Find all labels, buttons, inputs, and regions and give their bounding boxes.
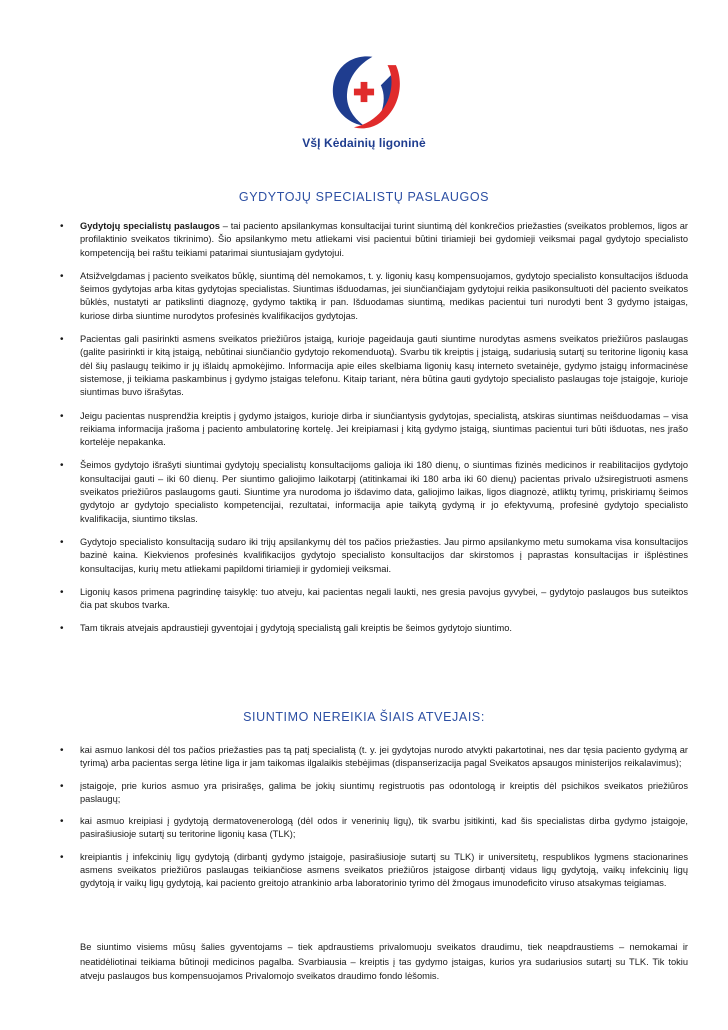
item-text: Gydytojo specialisto konsultaciją sudaro iki trijų apsilankymų dėl tos pačios priežasties. Jau pirmo apsilankymo metu sumokama visa konsultacijos bazinė kaina. Kiekvienos profesinės kvalifikacijos gydytojo specialisto konsultacijos dar skirstomos į paprastas konsultacijas ir išplėstines konsultacijas, kurių metu atliekami papildomi tiriamieji ir gydomieji veiksmai. <box>80 536 688 574</box>
organization-name: VšĮ Kėdainių ligoninė <box>302 136 426 150</box>
hospital-cross-logo-icon <box>322 50 406 134</box>
item-text: – tai paciento apsilankymas konsultacijai turint siuntimą dėl konkrečios priežasties (sveikatos problemos, ligos ar profilaktinio sveikatos tikrinimo). Šio apsilankymo metu atliekami visi pacientui būtini tiriamieji bei gydomieji veiksmai pagal gydytojo specialisto kompetenciją bei raštu teikiami patarimai siuntusiajam gydytojui. <box>80 221 688 258</box>
item-text: Šeimos gydytojo išrašyti siuntimai gydytojų specialistų konsultacijoms galioja iki 180 dienų, o siuntimas fizinės medicinos ir reabilitacijos gydytojo konsultacijai gauti – iki 60 dienų. Per siuntimo galiojimo laikotarpį (atitinkamai iki 180 arba iki 60 dienų) pacientas privalo užsiregistruoti asmens sveikatos priežiūros paslaugoms gauti. Siuntime yra nurodoma jo išdavimo data, galiojimo laikas, ligos diagnozė, atliktų tyrimų, priskiriamų šeimos gydytojo ar gydytojo specialisto kompetencijai, rezultatai, informacija apie taikytą gydymą ir jo efektyvumą, profesinė gydytojo specialisto kvalifikacija, siuntimo tikslas. <box>80 460 688 524</box>
item-text: Jeigu pacientas nusprendžia kreiptis į gydymo įstaigos, kurioje dirba ir siunčiantysis gydytojas, specialistą, atskiras siuntimas neišduodamas – visa reikiama informacija įrašoma į paciento ambulatorinę kortelę. Jei kreipiamasi į kitą gydymo įstaigą, siuntimas pacientui turi būti išduotas, nes jrašo kortelėje nepakanka. <box>80 410 688 448</box>
closing-paragraph: Be siuntimo visiems mūsų šalies gyventojams – tiek apdraustiems privalomuoju sveikatos draudimu, tiek neapdraustiems – nemokamai ir neatidėliotinai teikiama būtinoji medicinos pagalba. Svarbiausia – kreiptis į tas gydymo įstaigas, kurios yra sudariusios sutartį su TLK. Tik tokiu atveju paslaugos bus kompensuojamos Privalomojo sveikatos draudimo fondo lėšomis. <box>80 942 688 981</box>
item-lead: Gydytojų specialistų paslaugos <box>80 221 220 231</box>
list-item <box>58 622 688 635</box>
no-referral-list <box>58 744 688 900</box>
list-item <box>58 536 688 576</box>
list-item <box>58 270 688 323</box>
item-text: Pacientas gali pasirinkti asmens sveikatos priežiūros įstaigą, kurioje pageidauja gauti siuntime nurodytas asmens sveikatos priežiūros paslaugas (galite pasirinkti ir kitą įstaigą, nebūtinai siunčiančio gydytojo rekomenduotą). Svarbu tik kreiptis į įstaigą, sudariusią sutartį su teritorine ligonių kasa dėl šių paslaugų teikimo ir jų išlaidų apmokėjimo. Informacija apie eiles skelbiama ligonių kasų interneto svetainėje, gydymo įstaigų informacinėse sistemose, ji teikiama paskambinus į gydymo įstaigas telefonu. Kitaip tariant, nėra būtina gauti gydytojo specialisto paslaugas toje įstaigoje, kurioje siuntimas buvo išrašytas. <box>80 334 688 398</box>
section-title-no-referral: SIUNTIMO NEREIKIA ŠIAIS ATVEJAIS: <box>243 710 485 724</box>
list-item <box>58 410 688 450</box>
list-item <box>58 220 688 260</box>
list-item: • kai asmuo lankosi dėl tos pačios priežasties pas tą patį specialistą (t. y. jei gydytojas nurodo atvykti pakartotinai, nes dar tęsia paciento gydymą ar tyrimą) arba pacientas serga lėtine liga ir jam taikomas ilgalaikis stebėjimas (dispanserizacija pagal Sveikatos apsaugos ministerijos reikalavimus); <box>58 744 688 771</box>
item-text: Tam tikrais atvejais apdraustieji gyventojai į gydytoją specialistą gali kreiptis be šeimos gydytojo siuntimo. <box>80 623 512 634</box>
item-text: Ligonių kasos primena pagrindinę taisyklę: tuo atveju, kai pacientas negali laukti, nes gresia pavojus gyvybei, – gydytojo paslaugos bus suteiktos čia pat skubos tvarka. <box>80 586 688 611</box>
list-item <box>58 333 688 399</box>
specialist-services-list <box>58 220 688 646</box>
list-item <box>58 586 688 613</box>
list-item <box>58 459 688 525</box>
list-item: • kreipiantis į infekcinių ligų gydytoją (dirbantį gydymo įstaigoje, pasirašiusioje sutartį su TLK) ir universitetų, respublikos lygmens stacionarines asmens sveikatos priežiūros paslaugas teikiančiose asmens sveikatos priežiūros įstaigose dirbantį vidaus ligų gydytoją, vaikų infekcinių ligų gydytoją ir vaikų ligų gydytoją, kai paciento greitojo atrankinio arba laboratorinio tyrimo dėl žmogaus imunodeficito viruso atsakymas teigiamas. <box>58 851 688 891</box>
list-item: • kai asmuo kreipiasi į gydytoją dermatovenerologą (dėl odos ir venerinių ligų), tik svarbu įsitikinti, kad šis specialistas dirba gydymo įstaigoje, pasirašiusioje sutartį su teritorine ligonių kasa (TLK); <box>58 815 688 842</box>
list-item: • įstaigoje, prie kurios asmuo yra prisirašęs, galima be jokių siuntimų registruotis pas odontologą ir kreiptis dėl psichikos sveikatos priežiūros paslaugų; <box>58 780 688 807</box>
section-title-specialist-services: GYDYTOJŲ SPECIALISTŲ PASLAUGOS <box>238 190 490 204</box>
item-text: Atsižvelgdamas į paciento sveikatos būklę, siuntimą dėl nemokamos, t. y. ligonių kasų kompensuojamos, gydytojo specialisto konsultacijos išduoda šeimos gydytojas arba kitas gydytojas specialistas. Siuntimas išduodamas, jei siunčiančiajam gydytojui reikia pasikonsultuoti dėl paciento sveikatos būklės, nustatyti ar patikslinti diagnozę, gydymo taktiką ir pan. Išduodamas siuntimą, medikas pacientui turi nurodyti bent 3 gydymo įstaigas, kuriose dirba siuntime nurodytos profesinės kvalifikacijos gydytojas. <box>80 270 688 321</box>
